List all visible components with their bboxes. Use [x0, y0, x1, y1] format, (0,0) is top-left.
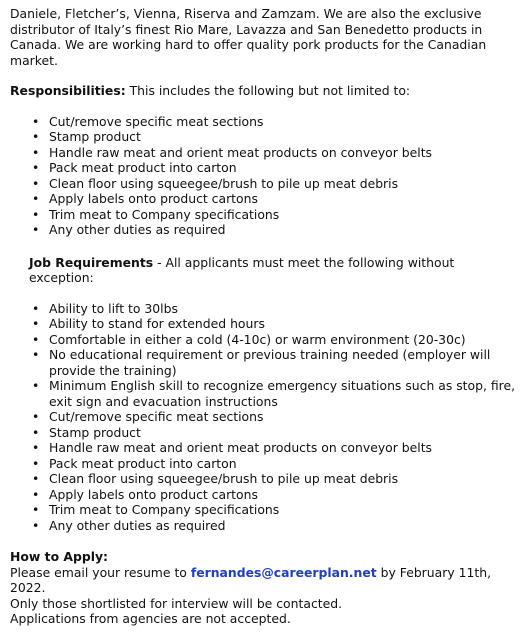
- list-item: [10, 456, 518, 472]
- how-to-apply-section: [10, 549, 518, 627]
- shortlist-note: Only those shortlisted for interview will be contacted.: [10, 595, 343, 611]
- bullet-icon: •: [32, 300, 40, 316]
- list-item-text: Comfortable in either a cold (4-10c) or warm environment (20-30c): [49, 331, 466, 347]
- requirements-heading: Job Requirements: [29, 254, 154, 270]
- list-item: [10, 316, 518, 332]
- bullet-icon: •: [32, 424, 40, 440]
- bullet-icon: •: [32, 160, 40, 175]
- list-item: [10, 332, 518, 348]
- bullet-icon: •: [32, 129, 40, 144]
- bullet-icon: •: [32, 347, 40, 362]
- list-item-text: Any other duties as required: [49, 222, 226, 237]
- list-item-text: Minimum English skill to recognize emergency situations such as stop, fire, exit sign and evacuation instructions: [49, 378, 516, 409]
- list-item: [10, 222, 518, 238]
- bullet-icon: •: [32, 206, 40, 222]
- bullet-icon: •: [32, 486, 40, 502]
- bullet-icon: •: [32, 409, 40, 424]
- list-item: [10, 129, 518, 145]
- bullet-icon: •: [32, 331, 40, 347]
- bullet-icon: •: [32, 440, 40, 455]
- list-item: [10, 502, 518, 518]
- list-item-text: Trim meat to Company specifications: [49, 502, 280, 517]
- list-item: [10, 378, 518, 409]
- list-item: [10, 207, 518, 223]
- list-item-text: Pack meat product into carton: [49, 160, 237, 175]
- list-item-text: Ability to stand for extended hours: [49, 316, 265, 331]
- bullet-icon: •: [32, 502, 40, 517]
- list-item: [10, 114, 518, 130]
- list-item-text: Cut/remove specific meat sections: [49, 113, 264, 129]
- email-link[interactable]: fernandes@careerplan.net: [190, 564, 377, 580]
- bullet-icon: •: [32, 222, 40, 237]
- bullet-icon: •: [32, 455, 40, 471]
- list-item: [10, 487, 518, 503]
- responsibilities-list: [10, 114, 518, 238]
- list-item-text: No educational requirement or previous training needed (employer will provide the training): [49, 347, 491, 378]
- list-item-text: Handle raw meat and orient meat products on conveyor belts: [49, 144, 433, 160]
- list-item-text: Cut/remove specific meat sections: [49, 409, 264, 424]
- bullet-icon: •: [32, 175, 40, 191]
- intro-paragraph: Daniele, Fletcher’s, Vienna, Riserva and Zamzam. We are also the exclusive distributor of Italy’s finest Rio Mare, Lavazza and San Benedetto products in Canada. We are working hard to offer quality pork products for the Canadian market.: [10, 6, 487, 68]
- how-to-apply-heading: How to Apply:: [10, 549, 108, 564]
- list-item: [10, 160, 518, 176]
- list-item-text: Clean floor using squeegee/brush to pile up meat debris: [49, 471, 399, 486]
- list-item: [10, 176, 518, 192]
- list-item: [10, 409, 518, 425]
- requirements-intro: [10, 255, 518, 286]
- list-item-text: Stamp product: [49, 129, 141, 144]
- job-posting-document: [10, 6, 518, 627]
- requirements-lead: - All applicants must meet the following without exception:: [29, 254, 455, 285]
- list-item-text: Pack meat product into carton: [49, 455, 237, 471]
- list-item: [10, 191, 518, 207]
- list-item-text: Stamp product: [49, 424, 141, 440]
- requirements-list: [10, 301, 518, 534]
- list-item-text: Handle raw meat and orient meat products on conveyor belts: [49, 440, 433, 455]
- bullet-icon: •: [32, 471, 40, 486]
- list-item-text: Trim meat to Company specifications: [49, 206, 280, 222]
- bullet-icon: •: [32, 191, 40, 206]
- list-item-text: Ability to lift to 30lbs: [49, 300, 178, 316]
- list-item: [10, 440, 518, 456]
- list-item: [10, 425, 518, 441]
- apply-instructions: [10, 565, 518, 596]
- list-item: [10, 471, 518, 487]
- list-item-text: Clean floor using squeegee/brush to pile up meat debris: [49, 175, 399, 191]
- list-item-text: Apply labels onto product cartons: [49, 486, 258, 502]
- apply-text-before: Please email your resume to: [10, 564, 191, 580]
- list-item: [10, 347, 518, 378]
- bullet-icon: •: [32, 113, 40, 129]
- responsibilities-intro: [10, 83, 518, 99]
- agency-note: Applications from agencies are not accepted.: [10, 611, 291, 626]
- responsibilities-lead: This includes the following but not limited to:: [125, 83, 411, 98]
- bullet-icon: •: [32, 316, 40, 331]
- apply-deadline: by February 11th, 2022.: [10, 564, 492, 595]
- list-item-text: Apply labels onto product cartons: [49, 191, 258, 206]
- bullet-icon: •: [32, 144, 40, 160]
- list-item: [10, 518, 518, 534]
- bullet-icon: •: [32, 517, 40, 533]
- responsibilities-heading: Responsibilities:: [10, 83, 126, 98]
- list-item: [10, 301, 518, 317]
- bullet-icon: •: [32, 378, 40, 393]
- list-item: [10, 145, 518, 161]
- list-item-text: Any other duties as required: [49, 517, 226, 533]
